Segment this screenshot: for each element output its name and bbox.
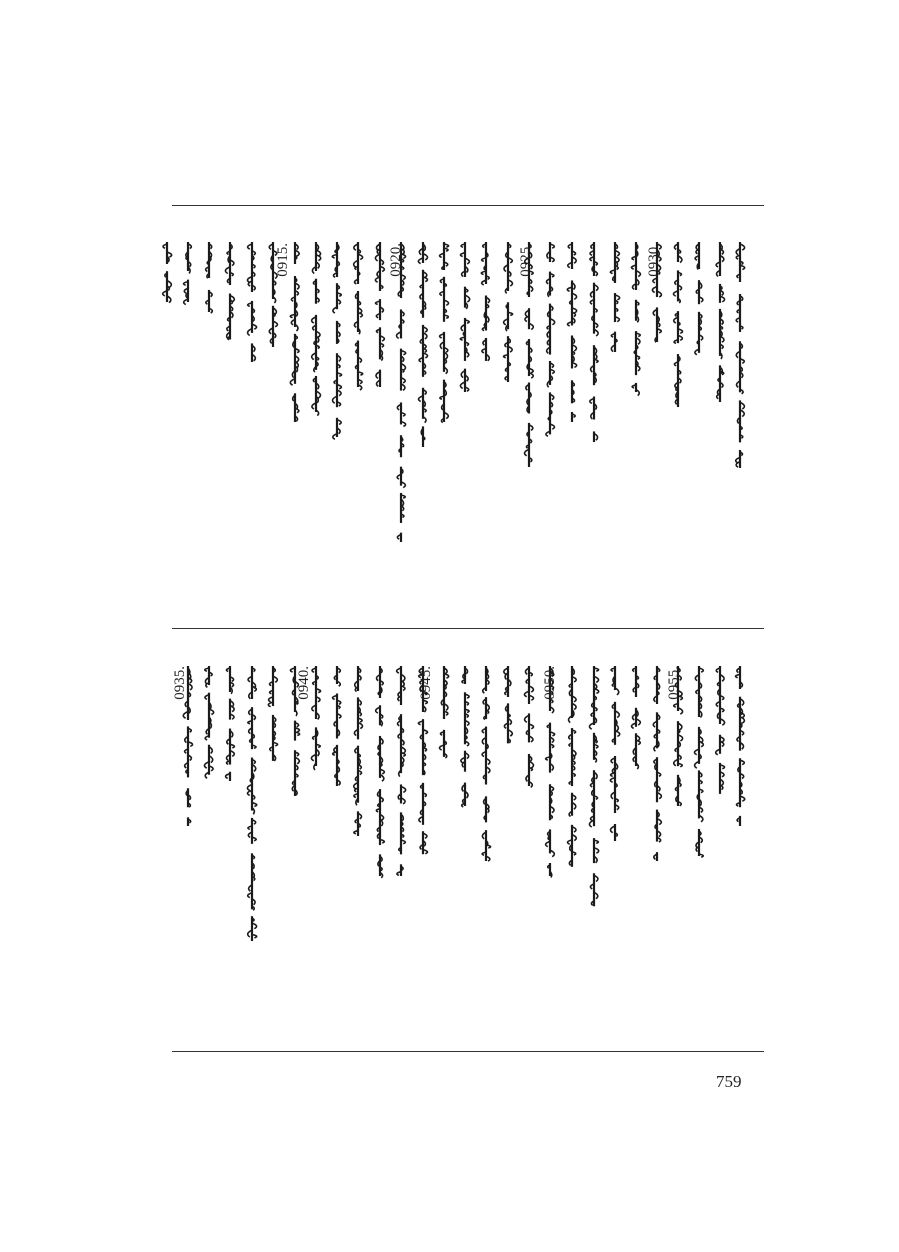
- script-text-line: [456, 242, 474, 392]
- script-text-line: [711, 666, 729, 806]
- script-text-line: [243, 242, 261, 362]
- script-text-line: [477, 666, 495, 861]
- script-text-line: [435, 242, 453, 422]
- script-text-line: [666, 666, 687, 806]
- middle-rule: [172, 628, 764, 629]
- script-text-line: [520, 242, 538, 467]
- script-text-line: [606, 242, 624, 352]
- script-text-line: [392, 242, 410, 542]
- script-text-line: [648, 242, 666, 342]
- script-text-line: [690, 666, 708, 856]
- line-number: 0930.: [646, 243, 662, 277]
- script-text-line: [414, 242, 432, 447]
- script-text-line: [200, 242, 218, 312]
- script-text-line: [477, 242, 495, 372]
- script-text-line: [731, 666, 749, 826]
- line-number: 0950.: [542, 666, 558, 700]
- script-text-line: [711, 242, 729, 402]
- script-text-line: [731, 242, 749, 477]
- line-number: 0915.: [275, 243, 291, 277]
- script-text-line: [627, 242, 645, 392]
- script-text-line: [179, 242, 197, 302]
- script-text-line: [414, 666, 432, 871]
- script-text-line: [243, 666, 261, 941]
- line-number: 0935.: [172, 666, 188, 700]
- script-text-line: [690, 242, 708, 362]
- script-text-line: [435, 666, 453, 776]
- line-number: 0945.: [418, 666, 434, 700]
- script-text-line: [499, 666, 517, 756]
- script-text-line: [307, 666, 325, 766]
- script-text-line: [221, 666, 239, 781]
- script-text-line: [286, 666, 304, 796]
- script-text-line: [200, 666, 218, 776]
- script-text-line: [307, 242, 325, 412]
- script-text-line: [349, 666, 367, 836]
- script-text-line: [349, 242, 367, 387]
- bottom-rule: [172, 1051, 764, 1052]
- script-text-line: [563, 666, 581, 876]
- script-text-line: [158, 242, 176, 302]
- page-number: 759: [716, 1072, 742, 1091]
- script-text-line: [456, 666, 474, 806]
- script-text-line: [541, 666, 559, 876]
- line-number: 0955.: [666, 666, 682, 700]
- script-text-line: [648, 666, 666, 861]
- line-number: 0940.: [296, 666, 312, 700]
- script-text-line: [264, 666, 282, 776]
- script-text-line: [541, 242, 559, 452]
- script-text-line: [328, 242, 346, 437]
- script-text-line: [669, 242, 687, 417]
- script-text-line: [585, 242, 603, 442]
- script-text-line: [499, 242, 517, 382]
- script-text-line: [627, 666, 645, 766]
- script-text-line: [264, 242, 282, 347]
- script-text-line: [563, 242, 581, 422]
- script-text-line: [585, 666, 603, 916]
- script-text-line: [520, 666, 538, 786]
- script-text-line: [392, 666, 410, 876]
- script-text-line: [371, 666, 389, 876]
- script-text-line: [221, 242, 239, 352]
- script-text-line: [371, 242, 389, 387]
- script-text-line: [179, 666, 197, 826]
- script-text-line: [328, 666, 346, 786]
- top-rule: [172, 205, 764, 206]
- script-text-line: [606, 666, 624, 841]
- line-number: 0920.: [388, 243, 404, 277]
- script-text-line: [286, 242, 304, 422]
- line-number: 0925.: [518, 243, 534, 277]
